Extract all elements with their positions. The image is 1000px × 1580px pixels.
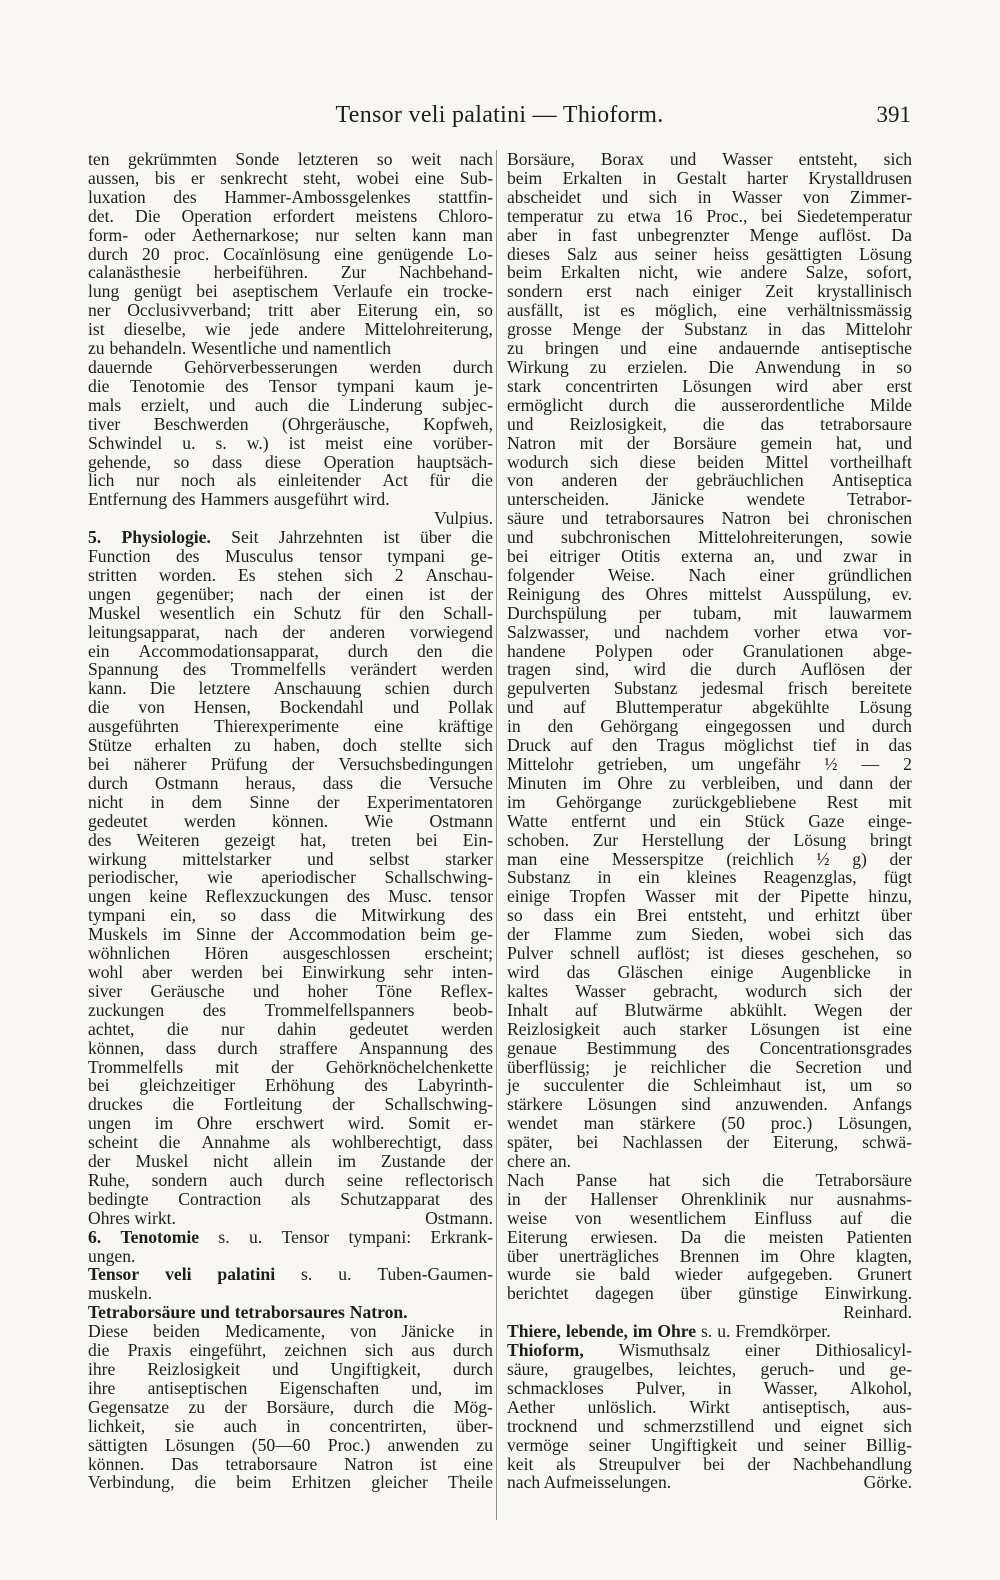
text-line: keit als Streupulver bei der Nachbehandlung xyxy=(507,1453,912,1474)
text-line: unterscheiden. Jänicke wendete Tetrabor- xyxy=(507,489,912,510)
text-line: und Reizlosigkeit, die das tetraborsaure xyxy=(507,413,912,434)
text-line: stritten worden. Es stehen sich 2 Anschau- xyxy=(88,564,493,585)
text-line: ausfällt, ist es möglich, eine verhältnissmässig xyxy=(507,300,912,321)
text-line: im Gehörgange zurückgebliebene Rest mit xyxy=(507,791,912,812)
text-line: Spannung des Trommelfells verändert werden xyxy=(88,659,493,680)
text-line: sondern erst nach einiger Zeit krystallinisch xyxy=(507,281,912,302)
text-line: Druck auf den Tragus möglichst tief in das xyxy=(507,735,912,756)
text-line: Ohres wirkt. Ostmann. xyxy=(88,1207,493,1228)
text-line: Aether unlöslich. Wirkt antiseptisch, aus- xyxy=(507,1396,912,1417)
text-line: wird das Gläschen einige Augenblicke in xyxy=(507,961,912,982)
text-line: mals erzielt, und auch die Linderung subjec- xyxy=(88,394,493,415)
text-line: bei näherer Prüfung der Versuchsbedingungen xyxy=(88,754,493,774)
text-line: nach Aufmeisselungen. Görke. xyxy=(507,1472,912,1493)
text-line: periodischer, wie aperiodischer Schallschwing- xyxy=(88,867,493,888)
text-line: dieses Salz aus seiner heiss gesättigten Lösung xyxy=(507,243,912,264)
text-line: achtet, die nur dahin gedeutet werden xyxy=(88,1018,493,1039)
text-line: temperatur zu etwa 16 Proc., bei Siedetemperatur xyxy=(507,205,912,226)
text-line: tragen sind, wird die durch Auflösen der xyxy=(507,659,912,680)
text-line: in den Gehörgang eingegossen und durch xyxy=(507,716,912,737)
text-line: Substanz in ein kleines Reagenzglas, fügt xyxy=(507,867,912,888)
text-line: schmackloses Pulver, in Wasser, Alkohol, xyxy=(507,1377,912,1398)
text-line: später, bei Nachlassen der Eiterung, schwä- xyxy=(507,1132,912,1153)
text-line: 6. Tenotomie s. u. Tensor tympani: Erkrank- xyxy=(88,1226,493,1247)
text-line: ausgeführten Thierexperimente eine kräftige xyxy=(88,716,493,737)
text-line: scheint die Annahme als wohlberechtigt, dass xyxy=(88,1132,493,1153)
text-line: tympani ein, so dass die Mitwirkung des xyxy=(88,905,493,926)
text-line: wirkung mittelstarker und selbst starker xyxy=(88,848,493,869)
text-line: die von Hensen, Bockendahl und Pollak xyxy=(88,697,493,718)
text-line: Muskel wesentlich ein Schutz für den Schall- xyxy=(88,602,493,623)
left-column xyxy=(88,150,493,1492)
text-line: gehende, so dass diese Operation hauptsäch- xyxy=(88,451,493,472)
text-line: wöhnlichen Hören ausgeschlossen erscheint; xyxy=(88,943,493,964)
text-line: Minuten im Ohre zu verbleiben, und dann der xyxy=(507,772,912,793)
text-line: bei gleichzeitiger Erhöhung des Labyrinth- xyxy=(88,1075,493,1096)
text-line: druckes die Fortleitung der Schallschwing- xyxy=(88,1094,493,1115)
text-line: form- oder Aethernarkose; nur selten kann man xyxy=(88,224,493,245)
page-number: 391 xyxy=(876,102,911,127)
text-line: trocknend und schmerzstillend und eignet sich xyxy=(507,1415,912,1436)
text-line: beim Erkalten in Gestalt harter Krystalldrusen xyxy=(507,167,912,188)
text-line: ihre antiseptischen Eigenschaften und, im xyxy=(88,1377,493,1398)
text-line: bei eitriger Otitis externa an, und zwar in xyxy=(507,546,912,567)
text-line: handene Polypen oder Granulationen abge- xyxy=(507,640,912,661)
text-line: Durchspülung per tubam, mit lauwarmem xyxy=(507,602,912,623)
text-line: Thiere, lebende, im Ohre s. u. Fremdkörper. xyxy=(507,1321,831,1342)
text-line: nicht in dem Sinne der Experimentatoren xyxy=(88,791,493,812)
text-line: säure und tetraborsaures Natron bei chronischen xyxy=(507,508,912,529)
text-line: ermöglicht durch die ausserordentliche Milde xyxy=(507,394,912,415)
text-line: stärkere Lösungen sind anzuwenden. Anfangs xyxy=(507,1094,912,1115)
text-line: Wirkung zu erzielen. Die Anwendung in so xyxy=(507,356,912,377)
text-line: grosse Menge der Substanz in das Mittelohr xyxy=(507,319,912,340)
text-line: ist dieselbe, wie jede andere Mittelohreiterung, xyxy=(88,319,493,340)
text-line: luxation des Hammer-Ambossgelenkes stattfin- xyxy=(88,186,493,207)
text-line: ungen keine Reflexzuckungen des Musc. tensor xyxy=(88,886,493,907)
text-line: Watte entfernt und ein Stück Gaze einge- xyxy=(507,810,912,831)
text-line: berichtet dagegen über günstige Einwirkung. xyxy=(507,1283,912,1304)
text-line: Eiterung erwiesen. Da die meisten Patienten xyxy=(507,1226,912,1247)
running-title: Tensor veli palatini — Thioform. xyxy=(335,102,664,128)
text-line: können, dass durch straffere Anspannung des xyxy=(88,1037,493,1058)
text-line: Natron mit der Borsäure gemein hat, und xyxy=(507,432,912,453)
text-line: aber in fast unbegrenzter Menge auflöst. Da xyxy=(507,224,912,245)
text-line: Tensor veli palatini s. u. Tuben-Gaumen- xyxy=(88,1264,493,1285)
text-line: Nach Panse hat sich die Tetraborsäure xyxy=(507,1169,912,1190)
text-line: können. Das tetraborsaure Natron ist eine xyxy=(88,1453,493,1474)
text-line: muskeln. xyxy=(88,1283,153,1304)
text-line: und subchronischen Mittelohreiterungen, sowie xyxy=(507,527,912,548)
text-line: zuckungen des Trommelfellspanners beob- xyxy=(88,999,493,1020)
text-line: Diese beiden Medicamente, von Jänicke in xyxy=(88,1321,493,1342)
text-line: abscheidet und sich in Wasser von Zimmer- xyxy=(507,186,912,207)
text-line: chere an. xyxy=(507,1151,572,1172)
text-line: lung genügt bei aseptischem Verlaufe ein trocke- xyxy=(88,281,493,302)
text-line: ein Accommodationsapparat, durch den die xyxy=(88,640,493,661)
text-line: calanästhesie herbeiführen. Zur Nachbehand- xyxy=(88,262,493,283)
text-line: weise von wesentlichem Einfluss auf die xyxy=(507,1207,912,1228)
text-line: ihre Reizlosigkeit und Ungiftigkeit, durch xyxy=(88,1359,493,1379)
text-line: zu bringen und eine andauernde antiseptische xyxy=(507,338,912,359)
column-divider xyxy=(496,150,497,1520)
text-line: Ruhe, sondern auch durch seine reflectorisch xyxy=(88,1169,493,1190)
text-line: durch Ostmann heraus, dass die Versuche xyxy=(88,772,493,793)
text-line: gedeutet werden können. Wie Ostmann xyxy=(88,810,493,831)
text-line: det. Die Operation erfordert meistens Chloro- xyxy=(88,205,493,226)
text-line: Borsäure, Borax und Wasser entsteht, sich xyxy=(507,149,912,169)
text-line: einige Tropfen Wasser mit der Pipette hinzu, xyxy=(507,886,912,907)
text-line: Pulver schnell auflöst; ist dieses geschehen, so xyxy=(507,943,912,964)
text-line: lichkeit, sie auch in concentrirten, über- xyxy=(88,1415,493,1436)
text-line: ten gekrümmten Sonde letzteren so weit nach xyxy=(88,149,493,169)
text-line: genaue Bestimmung des Concentrationsgrades xyxy=(507,1037,912,1058)
text-line: Muskels im Sinne der Accommodation beim ge- xyxy=(88,924,493,945)
text-line: wohl aber werden bei Einwirkung sehr inten- xyxy=(88,961,493,982)
text-line: zu behandeln. Wesentliche und namentlich xyxy=(88,338,392,359)
text-line: Vulpius. xyxy=(433,508,493,529)
text-line: leitungsapparat, nach der anderen vorwiegend xyxy=(88,621,493,642)
text-line: Reizlosigkeit auch starker Lösungen ist eine xyxy=(507,1018,912,1039)
text-line: und auf Bluttemperatur abgekühlte Lösung xyxy=(507,697,912,718)
text-line: stark concentrirten Lösungen wird aber erst xyxy=(507,375,912,396)
text-line: dauernde Gehörverbesserungen werden durch xyxy=(88,356,493,377)
text-line: vermöge seiner Ungiftigkeit und seiner Billig- xyxy=(507,1434,912,1455)
text-line: Schwindel u. s. w.) ist meist eine vorüber- xyxy=(88,432,493,453)
text-line: bedingte Contraction als Schutzapparat des xyxy=(88,1188,493,1209)
text-line: Stütze erhalten zu haben, doch stellte sich xyxy=(88,735,493,756)
text-line: wodurch sich diese beiden Mittel vortheilhaft xyxy=(507,451,912,472)
text-line: durch 20 proc. Cocaïnlösung eine genügende Lo- xyxy=(88,243,493,264)
text-line: ner Occlusivverband; tritt aber Eiterung ein, so xyxy=(88,300,493,321)
text-line: gepulverten Substanz jedesmal frisch bereitete xyxy=(507,678,912,699)
text-line: Entfernung des Hammers ausgeführt wird. xyxy=(88,489,390,510)
text-line: Gegensatze zu der Borsäure, durch die Mög- xyxy=(88,1396,493,1417)
text-line: beim Erkalten nicht, wie andere Salze, sofort, xyxy=(507,262,912,283)
text-line: Mittelohr getrieben, um ungefähr ½ — 2 xyxy=(507,754,912,774)
text-line: wendet man stärkere (50 proc.) Lösungen, xyxy=(507,1113,912,1134)
text-line: ungen im Ohre erschwert wird. Somit er- xyxy=(88,1113,493,1134)
text-line: überflüssig; je reichlicher die Secretion und xyxy=(507,1056,912,1077)
text-line: lich nur noch als einleitender Act für die xyxy=(88,470,493,491)
text-line: kann. Die letztere Anschauung schien durch xyxy=(88,678,493,699)
text-line: schoben. Zur Herstellung der Lösung bringt xyxy=(507,829,912,850)
text-line: Inhalt auf Blutwärme abkühlt. Wegen der xyxy=(507,999,912,1020)
text-line: über unerträgliches Brennen im Ohre klagten, xyxy=(507,1245,912,1266)
text-line: der Muskel nicht allein im Zustande der xyxy=(88,1151,493,1172)
text-line: Reinigung des Ohres mittelst Ausspülung, ev. xyxy=(507,583,912,604)
text-line: so dass ein Brei entsteht, und erhitzt über xyxy=(507,905,912,926)
text-line: aussen, bis er senkrecht steht, wobei eine Sub- xyxy=(88,167,493,188)
text-line: 5. Physiologie. Seit Jahrzehnten ist über die xyxy=(88,527,493,548)
text-line: in der Hallenser Ohrenklinik nur ausnahms- xyxy=(507,1188,912,1209)
text-line: kaltes Wasser gebracht, wodurch sich der xyxy=(507,980,912,1001)
right-column xyxy=(507,150,912,1492)
text-line: Thioform, Wismuthsalz einer Dithiosalicyl- xyxy=(507,1340,912,1361)
text-line: Function des Musculus tensor tympani ge- xyxy=(88,546,493,567)
text-line: siver Geräusche und hoher Töne Reflex- xyxy=(88,980,493,1001)
text-line: die Tenotomie des Tensor tympani kaum je- xyxy=(88,375,493,396)
text-line: tiver Beschwerden (Ohrgeräusche, Kopfweh, xyxy=(88,413,493,434)
text-line: je succulenter die Schleimhaut ist, um so xyxy=(507,1075,912,1096)
text-line: Verbindung, die beim Erhitzen gleicher Theile xyxy=(88,1472,493,1493)
text-line: Tetraborsäure und tetraborsaures Natron. xyxy=(88,1302,408,1323)
text-line: säure, graugelbes, leichtes, geruch- und ge- xyxy=(507,1359,912,1379)
text-line: Trommelfells mit der Gehörknöchelchenkette xyxy=(88,1056,493,1077)
text-line: von anderen der gebräuchlichen Antiseptica xyxy=(507,470,912,491)
text-line: sättigten Lösungen (50—60 Proc.) anwenden zu xyxy=(88,1434,493,1455)
text-line: wurde sie bald wieder aufgegeben. Grunert xyxy=(507,1264,912,1285)
text-line: Salzwasser, und nachdem vorher etwa vor- xyxy=(507,621,912,642)
text-line: Reinhard. xyxy=(843,1302,912,1323)
text-line: ungen gegenüber; nach der einen ist der xyxy=(88,583,493,604)
text-line: des Weiteren gezeigt hat, treten bei Ein- xyxy=(88,829,493,850)
text-line: der Flamme zum Sieden, wobei sich das xyxy=(507,924,912,945)
running-head xyxy=(88,102,911,136)
text-line: die Praxis eingeführt, zeichnen sich aus durch xyxy=(88,1340,493,1361)
text-line: man eine Messerspitze (reichlich ½ g) der xyxy=(507,848,912,869)
text-line: ungen. xyxy=(88,1245,136,1266)
text-line: folgender Weise. Nach einer gründlichen xyxy=(507,564,912,585)
